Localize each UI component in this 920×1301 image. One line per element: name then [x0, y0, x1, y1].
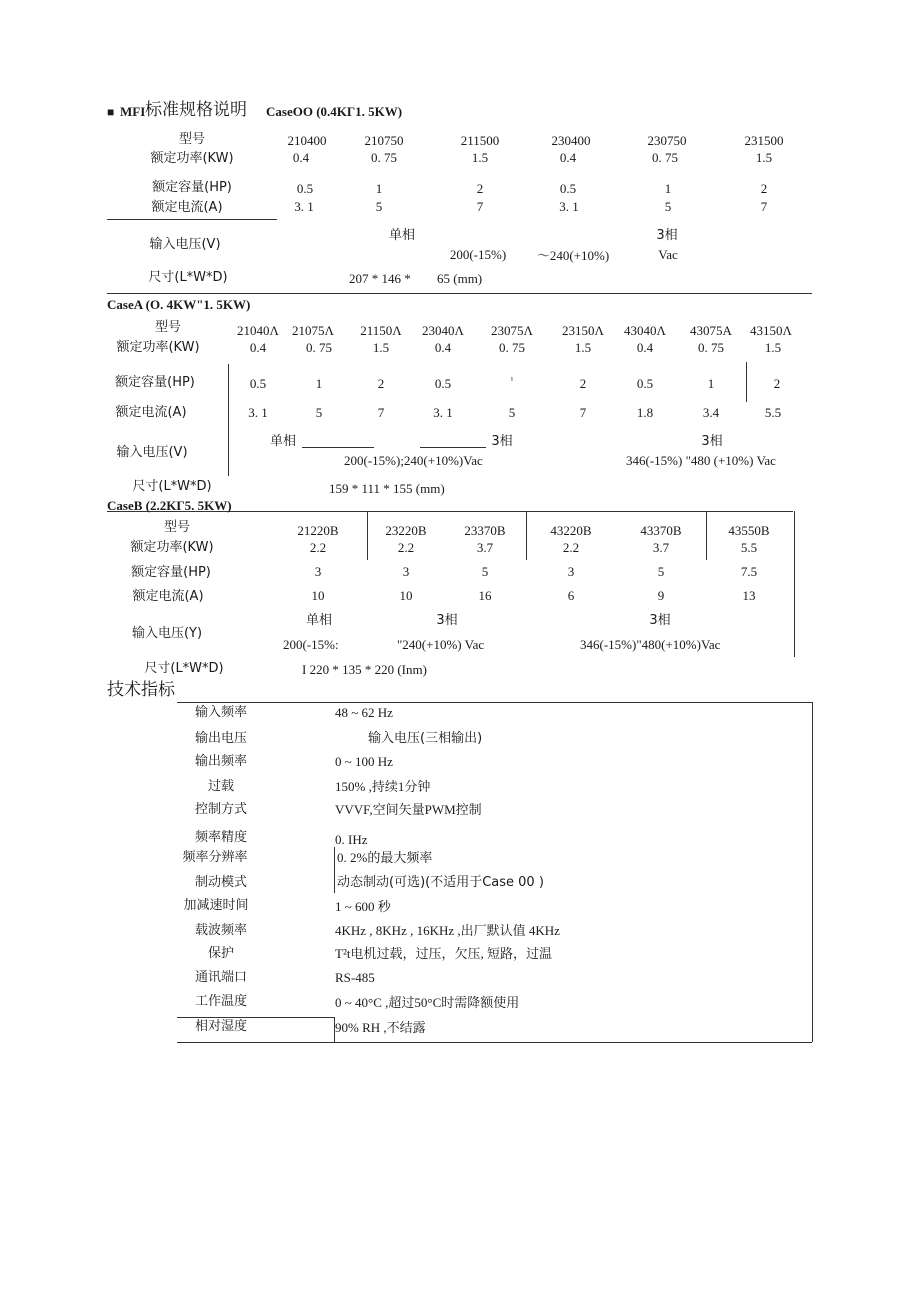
spec-value: 4KHz , 8KHz , 16KHz ,出厂默认值 4KHz — [335, 923, 560, 938]
row-label-current: 额定电流(A) — [151, 200, 223, 215]
table-rule — [367, 511, 368, 560]
voltage-unit: Vac — [658, 247, 678, 262]
spec-label: 加减速时间 — [183, 898, 249, 913]
power-cell: 1.5 — [471, 150, 489, 165]
capacity-cell: 2 — [773, 376, 781, 391]
capacity-cell: 7.5 — [740, 564, 758, 579]
row-label-capacity: 额定容量(HP) — [152, 180, 232, 195]
capacity-cell: 1 — [664, 181, 672, 196]
power-cell: 2.2 — [309, 540, 327, 555]
power-cell: 0. 75 — [652, 150, 678, 165]
row-label-model: 型号 — [163, 520, 191, 535]
table-rule — [177, 1017, 334, 1018]
capacity-cell: 3 — [314, 564, 322, 579]
model-cell: 23220B — [385, 523, 427, 538]
table-rule — [526, 511, 527, 560]
power-cell: 2.2 — [397, 540, 415, 555]
model-cell: 230400 — [551, 133, 591, 148]
spec-value: VVVF,空间矢量PWM控制 — [335, 802, 482, 817]
current-cell: 3. 1 — [433, 405, 453, 420]
page-title: 标准规格说明 — [145, 100, 247, 120]
spec-label: 输出电压 — [194, 731, 248, 746]
capacity-cell: 0.5 — [636, 376, 654, 391]
power-cell: 0.4 — [434, 340, 452, 355]
spec-label: 保护 — [207, 946, 235, 961]
power-cell: 0.4 — [249, 340, 267, 355]
voltage-single-phase: 单相 — [388, 228, 416, 243]
current-cell: 3. 1 — [559, 199, 579, 214]
spec-value: 48 ~ 62 Hz — [335, 705, 393, 720]
spec-value: 输入电压(三相输出) — [368, 731, 483, 746]
capacity-cell: 2 — [377, 376, 385, 391]
spec-value: T²t电机过载，过压，欠压, 短路，过温 — [335, 946, 552, 961]
power-cell: 0. 75 — [499, 340, 525, 355]
current-cell: 10 — [399, 588, 413, 603]
table-rule — [706, 511, 707, 560]
spec-value: 90% RH ,不结露 — [335, 1020, 426, 1035]
spec-label: 频率分辨率 — [182, 850, 248, 865]
model-cell: 43150Λ — [750, 323, 792, 338]
current-cell: 5 — [315, 405, 323, 420]
current-cell: 3. 1 — [294, 199, 314, 214]
model-cell: 43220B — [550, 523, 592, 538]
power-cell: 1.5 — [372, 340, 390, 355]
spec-value: 1 ~ 600 秒 — [335, 899, 391, 914]
spec-value: 0 ~ 100 Hz — [335, 754, 393, 769]
voltage-range: ～240(+10%) — [536, 248, 610, 263]
current-cell: 5.5 — [764, 405, 782, 420]
model-cell: 43040Λ — [624, 323, 666, 338]
model-cell: 210400 — [287, 133, 327, 148]
current-cell: 16 — [478, 588, 492, 603]
row-label-voltage: 输入电压(Y) — [131, 626, 203, 641]
power-cell: 0.4 — [292, 150, 310, 165]
model-cell: 230750 — [647, 133, 687, 148]
current-cell: 9 — [657, 588, 665, 603]
voltage-single-phase: 单相 — [305, 613, 333, 628]
spec-label: 输出频率 — [194, 754, 248, 769]
case00-title: CaseOO (0.4KГ1. 5KW) — [266, 104, 403, 119]
row-label-size: 尺寸(L*W*D) — [148, 270, 228, 285]
power-cell: 0. 75 — [698, 340, 724, 355]
current-cell: 5 — [508, 405, 516, 420]
capacity-cell: ¹ — [510, 375, 514, 385]
current-cell: 5 — [664, 199, 672, 214]
voltage-three-phase: 3相 — [491, 434, 513, 449]
model-cell: 23040Λ — [422, 323, 464, 338]
capacity-cell: 0.5 — [296, 181, 314, 196]
spec-label: 控制方式 — [194, 802, 248, 817]
power-cell: 1.5 — [755, 150, 773, 165]
voltage-three-phase: 3相 — [436, 613, 458, 628]
power-cell: 0. 75 — [306, 340, 332, 355]
model-cell: 210750 — [364, 133, 404, 148]
current-cell: 7 — [377, 405, 385, 420]
row-label-model: 型号 — [178, 132, 206, 147]
table-rule — [746, 362, 747, 402]
size-value: 207 * 146 * — [349, 271, 411, 286]
size-value: 65 (mm) — [437, 271, 483, 286]
row-label-current: 额定电流(A) — [132, 589, 204, 604]
row-label-current: 额定电流(A) — [115, 405, 187, 420]
row-label-power: 额定功率(KW) — [116, 340, 200, 355]
voltage-range: "240(+10%) Vac — [397, 637, 485, 652]
rule-line — [107, 219, 277, 220]
power-cell: 0. 75 — [371, 150, 397, 165]
tech-title: 技术指标 — [107, 680, 175, 700]
row-label-capacity: 额定容量(HP) — [131, 565, 211, 580]
voltage-range: 346(-15%)"480(+10%)Vac — [580, 637, 721, 652]
table-rule — [334, 847, 335, 893]
table-border-bottom — [177, 1042, 812, 1043]
spec-label: 频率精度 — [194, 830, 248, 845]
power-cell: 0.4 — [559, 150, 577, 165]
voltage-three-phase: 3相 — [656, 228, 678, 243]
spec-label: 输入频率 — [194, 705, 248, 720]
row-label-voltage: 输入电压(V) — [116, 445, 188, 460]
capacity-cell: 3 — [567, 564, 575, 579]
capacity-cell: 5 — [481, 564, 489, 579]
current-cell: 1.8 — [636, 405, 654, 420]
model-cell: 23370B — [464, 523, 506, 538]
size-value: 159 * 111 * 155 (mm) — [329, 481, 445, 496]
power-cell: 5.5 — [740, 540, 758, 555]
capacity-cell: 1 — [375, 181, 383, 196]
row-label-power: 额定功率(KW) — [150, 151, 234, 166]
voltage-range: 346(-15%) "480 (+10%) Vac — [626, 453, 776, 468]
current-cell: 5 — [375, 199, 383, 214]
model-cell: 21220B — [297, 523, 339, 538]
row-label-capacity: 额定容量(HP) — [115, 375, 195, 390]
capacity-cell: 0.5 — [434, 376, 452, 391]
table-rule — [228, 364, 229, 476]
capacity-cell: 0.5 — [559, 181, 577, 196]
model-cell: 23075Λ — [491, 323, 533, 338]
caseA-title: CaseA (O. 4KW"1. 5KW) — [107, 297, 251, 312]
voltage-range: 200(-15%: — [283, 637, 339, 652]
rule-line — [420, 447, 486, 448]
capacity-cell: 3 — [402, 564, 410, 579]
capacity-cell: 0.5 — [249, 376, 267, 391]
current-cell: 13 — [742, 588, 756, 603]
voltage-range: 200(-15%);240(+10%)Vac — [344, 453, 483, 468]
current-cell: 7 — [476, 199, 484, 214]
spec-value: 动态制动(可选)(不适用于Case 00 ) — [337, 875, 544, 890]
section-divider — [107, 293, 812, 294]
rule-line — [302, 447, 374, 448]
row-label-size: 尺寸(L*W*D) — [132, 479, 212, 494]
table-rule — [794, 511, 795, 657]
model-cell: 231500 — [744, 133, 784, 148]
spec-label: 通讯端口 — [194, 970, 248, 985]
row-label-voltage: 输入电压(V) — [149, 237, 221, 252]
power-cell: 3.7 — [652, 540, 670, 555]
capacity-cell: 2 — [476, 181, 484, 196]
power-cell: 0.4 — [636, 340, 654, 355]
heading-prefix: MFI — [120, 104, 146, 119]
model-cell: 21150Λ — [360, 323, 402, 338]
row-label-size: 尺寸(L*W*D) — [144, 661, 224, 676]
model-cell: 43370B — [640, 523, 682, 538]
current-cell: 10 — [311, 588, 325, 603]
spec-value: 0. IHz — [335, 832, 368, 847]
power-cell: 3.7 — [476, 540, 494, 555]
spec-value: 0 ~ 40°C ,超过50°C时需降额使用 — [335, 995, 520, 1010]
voltage-three-phase: 3相 — [649, 613, 671, 628]
model-cell: 21075Λ — [292, 323, 334, 338]
heading-bullet: ■ — [107, 105, 115, 119]
table-border-right — [812, 702, 813, 1042]
spec-value: 150% ,持续1分钟 — [335, 779, 431, 794]
voltage-three-phase: 3相 — [701, 434, 723, 449]
capacity-cell: 5 — [657, 564, 665, 579]
capacity-cell: 1 — [707, 376, 715, 391]
current-cell: 7 — [579, 405, 587, 420]
current-cell: 6 — [567, 588, 575, 603]
voltage-range: 200(-15%) — [449, 247, 507, 262]
row-label-model: 型号 — [154, 320, 182, 335]
spec-label: 相对湿度 — [194, 1019, 248, 1034]
spec-label: 工作温度 — [194, 994, 248, 1009]
spec-label: 载波频率 — [194, 923, 248, 938]
spec-value: RS-485 — [335, 970, 375, 985]
capacity-cell: 2 — [579, 376, 587, 391]
capacity-cell: 1 — [315, 376, 323, 391]
power-cell: 1.5 — [574, 340, 592, 355]
model-cell: 43550B — [728, 523, 770, 538]
capacity-cell: 2 — [760, 181, 768, 196]
spec-label: 制动模式 — [194, 875, 248, 890]
current-cell: 7 — [760, 199, 768, 214]
current-cell: 3. 1 — [248, 405, 268, 420]
spec-value: 0. 2%的最大频率 — [337, 850, 433, 865]
current-cell: 3.4 — [702, 405, 720, 420]
size-value: I 220 * 135 * 220 (Inm) — [302, 662, 427, 677]
model-cell: 23150Λ — [562, 323, 604, 338]
model-cell: 21040Λ — [237, 323, 279, 338]
row-label-power: 额定功率(KW) — [130, 540, 214, 555]
power-cell: 2.2 — [562, 540, 580, 555]
power-cell: 1.5 — [764, 340, 782, 355]
table-border-top — [177, 702, 812, 703]
model-cell: 43075A — [690, 323, 732, 338]
voltage-single-phase: 单相 — [269, 434, 297, 449]
model-cell: 211500 — [460, 133, 500, 148]
spec-label: 过载 — [207, 779, 235, 794]
caseB-title: CaseB (2.2KГ5. 5KW) — [107, 498, 232, 513]
